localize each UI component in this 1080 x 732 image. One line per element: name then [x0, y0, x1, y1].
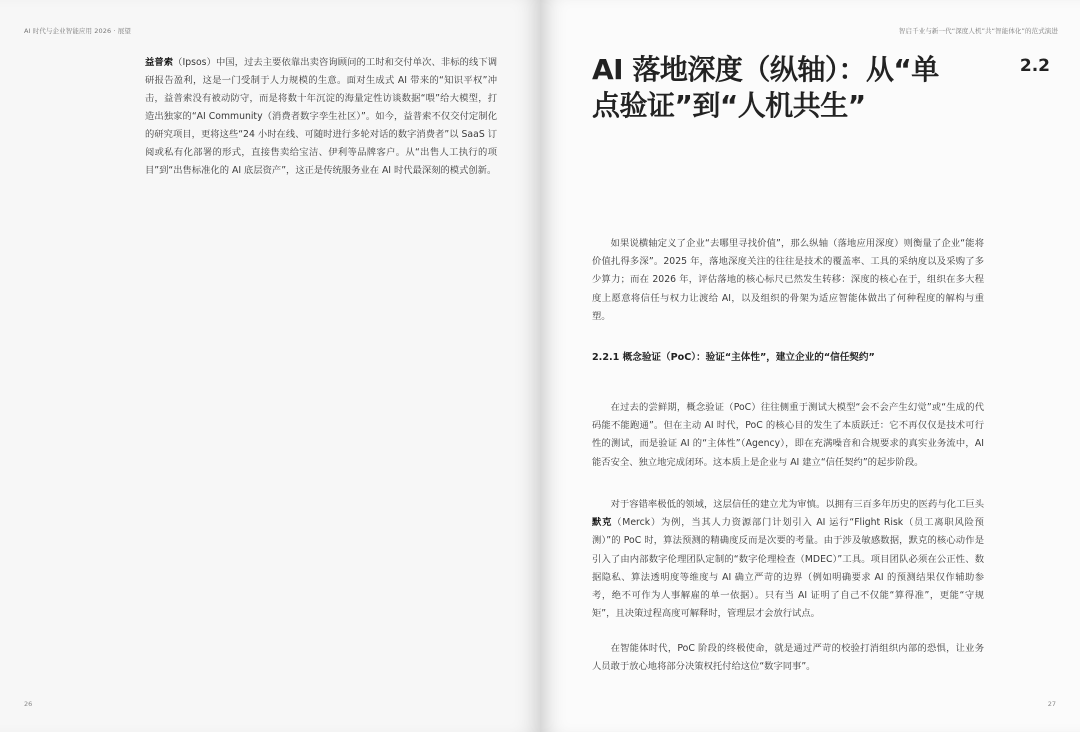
intro-paragraph — [592, 235, 984, 326]
left-page-number: 26 — [24, 700, 33, 708]
company-name-ipsos: 益普索 — [145, 57, 174, 68]
paragraph-2-before: 对于容错率极低的领域，这层信任的建立尤为审慎。以拥有三百多年历史的医药与化工巨头 — [610, 499, 984, 510]
section-title: AI 落地深度（纵轴）：从“单点验证”到“人机共生” — [592, 53, 939, 122]
paragraph-2-text — [592, 496, 984, 623]
left-body-paragraph — [145, 54, 497, 180]
paragraph-3-text: 在智能体时代，PoC 阶段的终极使命，就是通过严苛的校验打消组织内部的恐惧，让业务人员敢于放心地将部分决策权托付给这位“数字同事”。 — [592, 643, 984, 673]
right-page-number: 27 — [1047, 700, 1056, 708]
left-paragraph-text: （Ipsos）中国，过去主要依靠出卖咨询顾问的工时和交付单次、非标的线下调研报告盈利，这是一门受制于人力规模的生意。面对生成式 AI 带来的“知识平权”冲击，益普索没有被动防守，而是将数十年沉淀的海量定性访谈数据“喂”给大模型，打造出独家的“AI Community（消费者数字孪生社区）”。如今，益普索不仅交付定制化的研究项目，更将这些“24 小时在线、可随时进行多轮对话的数字消费者”以 SaaS 订阅或私有化部署的形式，直接售卖给宝洁、伊利等品牌客户。从“出售人工执行的项目”到“出售标准化的 AI 底层资产”，这正是传统服务业在 AI 时代最深刻的模式创新。 — [145, 57, 497, 176]
paragraph-2-after: （Merck）为例，当其人力资源部门计划引入 AI 运行“Flight Risk（员工离职风险预测）”的 PoC 时，算法预测的精确度反而是次要的考量。由于涉及敏感数据，默克的核心动作是引入了由内部数字伦理团队定制的“数字伦理检查（MDEC）”工具。项目团队必须在公正性、数据隐私、算法透明度等维度与 AI 确立严苛的边界（例如明确要求 AI 的预测结果仅作辅助参考，绝不可作为人事解雇的单一依据）。只有当 AI 证明了自己不仅能“算得准”，更能“守规矩”，且决策过程高度可解释时，管理层才会放行试点。 — [592, 517, 984, 620]
body-paragraph-1 — [592, 399, 984, 472]
company-name-merck: 默克 — [592, 517, 613, 529]
section-number: 2.2 — [1019, 56, 1050, 76]
left-running-header: AI 时代与企业智能应用 2026 · 展望 — [24, 27, 131, 35]
intro-text: 如果说横轴定义了企业“去哪里寻找价值”，那么纵轴（落地应用深度）则衡量了企业“能将价值扎得多深”。2025 年，落地深度关注的往往是技术的覆盖率、工具的采纳度以及采购了多少算力；而在 2026 年，评估落地的核心标尺已然发生转移：深度的核心在于，组织在多大程度上愿意将信任与权力让渡给 AI，以及组织的骨架为适应智能体做出了何种程度的解构与重塑。 — [592, 238, 984, 322]
right-page — [540, 0, 1080, 732]
right-running-header: 智启千业与新一代“深度人机”共“智能体化”的范式演进 — [898, 27, 1058, 35]
paragraph-1-text: 在过去的尝鲜期，概念验证（PoC）往往侧重于测试大模型“会不会产生幻觉”或“生成的代码能不能跑通”。但在主动 AI 时代，PoC 的核心目的发生了本质跃迁：它不再仅仅是技术可行性的测试，而是验证 AI 的“主体性”（Agency），即在充满噪音和合规要求的真实业务流中，AI 能否安全、独立地完成闭环。这本质上是企业与 AI 建立“信任契约”的起步阶段。 — [592, 402, 984, 468]
body-paragraph-3 — [592, 640, 984, 676]
body-paragraph-2 — [592, 496, 984, 623]
subsection-title: 2.2.1 概念验证（PoC）：验证“主体性”，建立企业的“信任契约” — [592, 352, 875, 363]
